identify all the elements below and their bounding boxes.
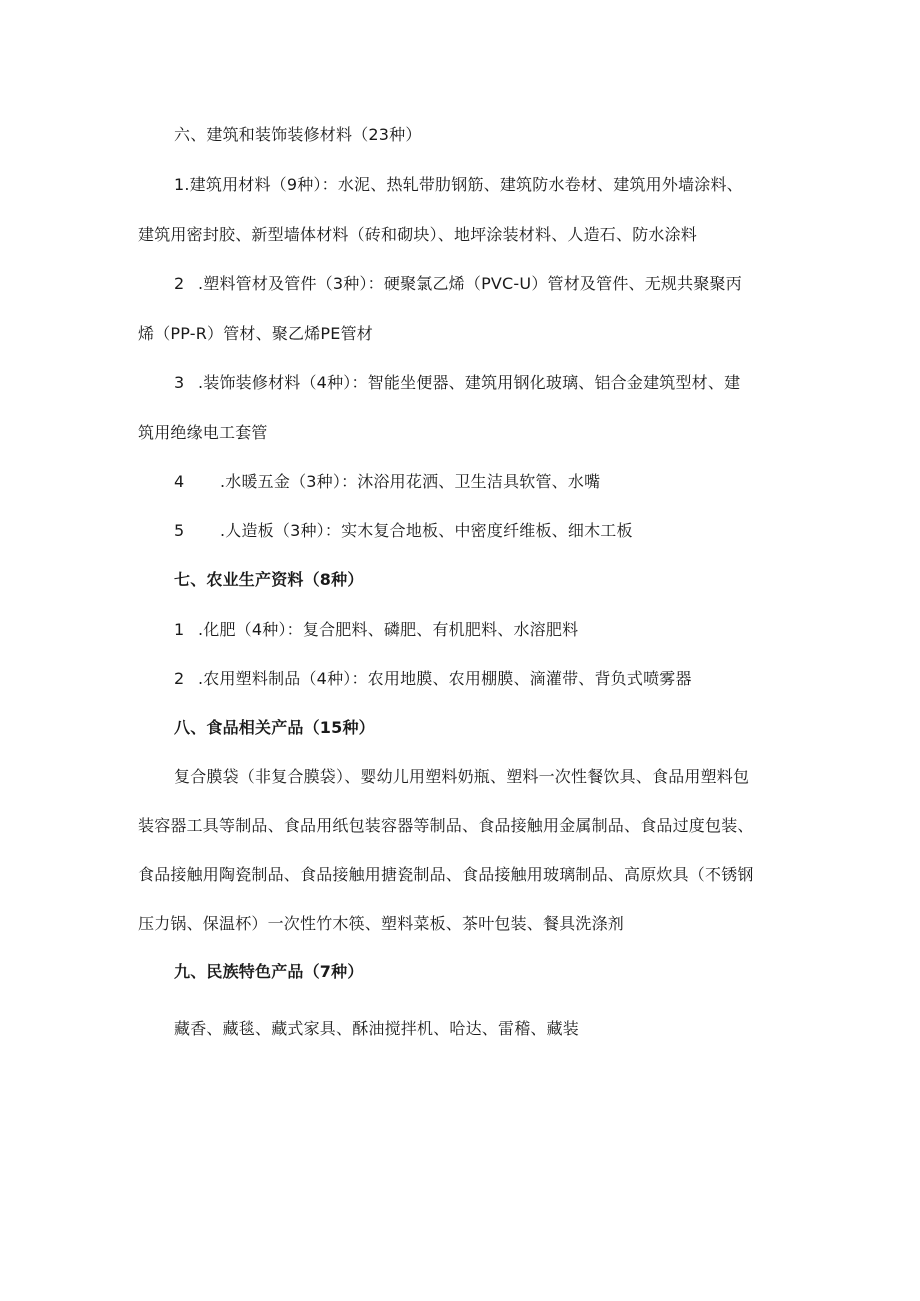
section-6-heading: 六、建筑和装饰装修材料（23种） bbox=[174, 125, 422, 144]
section-6-item-4-text: .水暖五金（3种）：沐浴用花洒、卫生洁具软管、水嘴 bbox=[220, 472, 601, 491]
section-8-line-1: 复合膜袋（非复合膜袋）、婴幼儿用塑料奶瓶、塑料一次性餐饮具、食品用塑料包 bbox=[174, 767, 750, 786]
section-7-item-2-number: 2 bbox=[174, 669, 185, 688]
section-9-text: 藏香、藏毯、藏式家具、酥油搅拌机、哈达、雷稽、藏装 bbox=[174, 1019, 580, 1038]
section-6-item-4-number: 4 bbox=[174, 472, 185, 491]
section-8-line-4: 压力锅、保温杯）一次性竹木筷、塑料菜板、茶叶包装、餐具洗涤剂 bbox=[138, 914, 625, 933]
section-6-item-2-line-2: 烯（PP-R）管材、聚乙烯PE管材 bbox=[138, 324, 373, 343]
section-6-item-2-line-1: .塑料管材及管件（3种）：硬聚氯乙烯（PVC-U）管材及管件、无规共聚聚丙 bbox=[198, 274, 742, 293]
section-6-item-3-line-1: .装饰装修材料（4种）：智能坐便器、建筑用钢化玻璃、铝合金建筑型材、建 bbox=[198, 373, 741, 392]
section-6-item-3-number: 3 bbox=[174, 373, 185, 392]
section-6-item-5-text: .人造板（3种）：实木复合地板、中密度纤维板、细木工板 bbox=[220, 521, 633, 540]
section-6-item-5-number: 5 bbox=[174, 521, 185, 540]
section-8-heading: 八、食品相关产品（15种） bbox=[174, 718, 375, 737]
section-6-item-2-number: 2 bbox=[174, 274, 185, 293]
section-9-heading: 九、民族特色产品（7种） bbox=[174, 962, 364, 981]
section-7-heading: 七、农业生产资料（8种） bbox=[174, 570, 364, 589]
section-6-item-3-line-2: 筑用绝缘电工套管 bbox=[138, 423, 268, 442]
section-8-line-2: 装容器工具等制品、食品用纸包装容器等制品、食品接触用金属制品、食品过度包装、 bbox=[138, 816, 754, 835]
section-7-item-1-text: .化肥（4种）：复合肥料、磷肥、有机肥料、水溶肥料 bbox=[198, 620, 579, 639]
section-7-item-2-text: .农用塑料制品（4种）：农用地膜、农用棚膜、滴灌带、背负式喷雾器 bbox=[198, 669, 692, 688]
section-7-item-1-number: 1 bbox=[174, 620, 185, 639]
section-8-line-3: 食品接触用陶瓷制品、食品接触用搪瓷制品、食品接触用玻璃制品、高原炊具（不锈钢 bbox=[138, 865, 754, 884]
section-6-item-1-line-1: 1.建筑用材料（9种）：水泥、热轧带肋钢筋、建筑防水卷材、建筑用外墙涂料、 bbox=[174, 175, 743, 194]
section-6-item-1-line-2: 建筑用密封胶、新型墙体材料（砖和砌块）、地坪涂装材料、人造石、防水涂料 bbox=[138, 225, 698, 244]
